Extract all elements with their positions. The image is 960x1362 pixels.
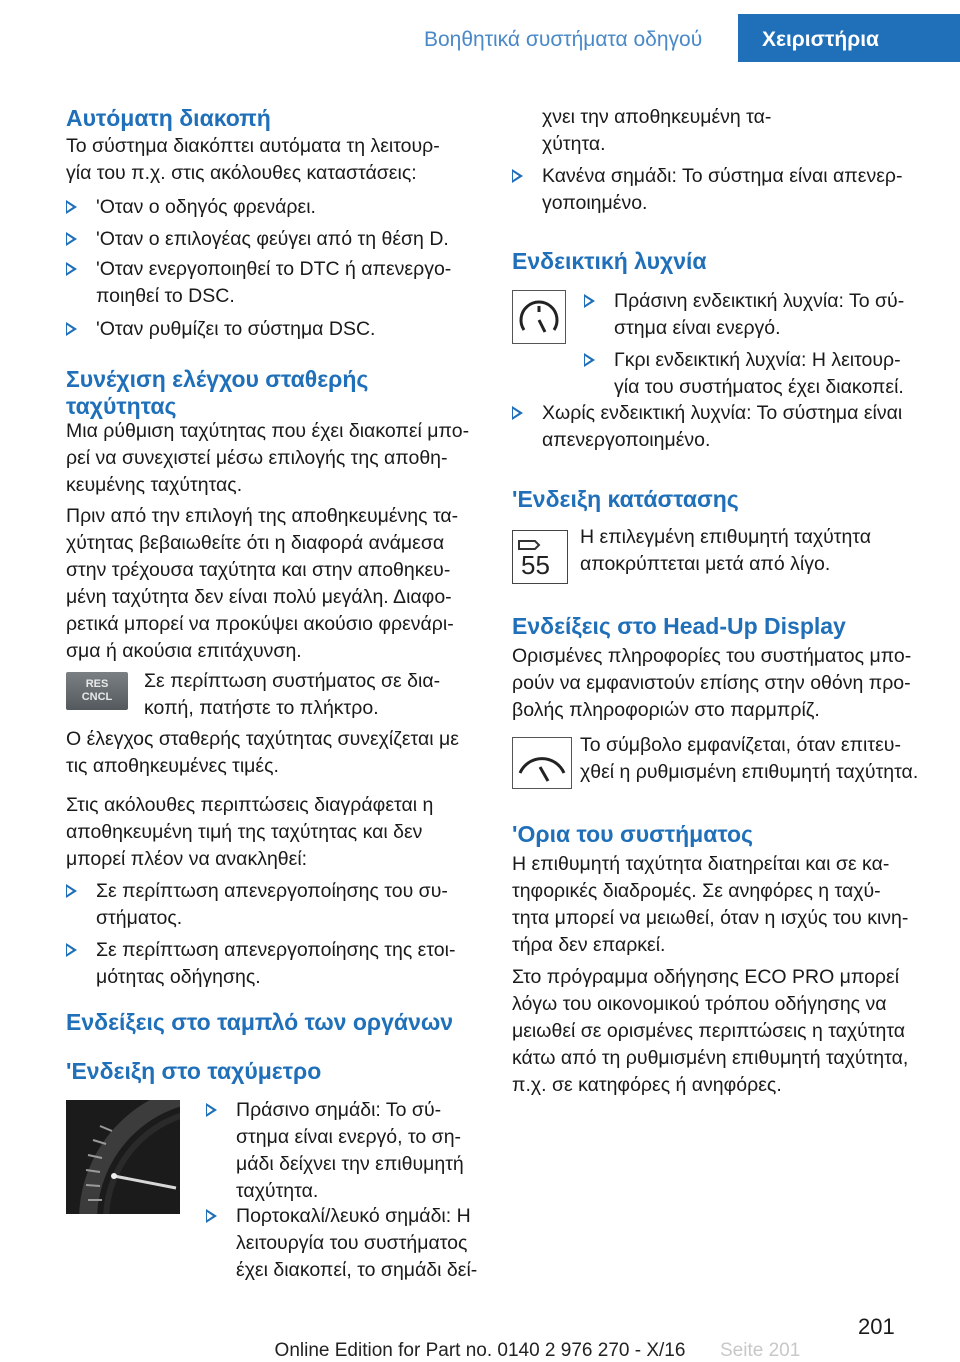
bullet-triangle-icon — [66, 322, 77, 336]
bullet-triangle-icon — [66, 884, 77, 898]
bullet-triangle-icon — [66, 943, 77, 957]
set-speed-value: 55 — [521, 550, 550, 580]
cruise-control-lamp-icon — [512, 290, 566, 344]
auto-stop-line: γία του π.χ. στις ακόλουθες καταστάσεις: — [66, 162, 417, 184]
bullet-triangle-icon — [584, 294, 595, 308]
limits-heading: 'Ορια του συστήματος — [512, 821, 753, 847]
watermark: Seite 201 — [720, 1340, 801, 1361]
auto-stop-line: Το σύστημα διακόπτει αυτόματα τη λειτουρ- — [66, 135, 440, 157]
bullet-triangle-icon — [66, 262, 77, 276]
header-section-title: Βοηθητικά συστήματα οδηγού — [424, 28, 703, 51]
edition-line: Online Edition for Part no. 0140 2 976 270 - X/16 — [274, 1340, 686, 1361]
auto-stop-heading: Αυτόματη διακοπή — [66, 105, 271, 131]
res-cncl-button-icon: RES CNCL — [66, 672, 128, 710]
bullet-triangle-icon — [66, 200, 77, 214]
bullet-triangle-icon — [206, 1209, 217, 1223]
page-header — [0, 0, 960, 62]
speedometer-needle-image — [66, 1100, 180, 1214]
header-chapter-tab — [738, 14, 960, 62]
page-number: 201 — [858, 1314, 895, 1339]
hud-heading: Ενδείξεις στο Head-Up Display — [512, 613, 846, 639]
set-speed-status-icon — [512, 530, 568, 584]
speedo-heading: 'Ενδειξη στο ταχύμετρο — [66, 1058, 322, 1084]
bullet-triangle-icon — [512, 169, 523, 183]
cluster-heading: Ενδείξεις στο ταμπλό των οργάνων — [66, 1009, 454, 1035]
bullet-triangle-icon — [512, 406, 523, 420]
status-heading: 'Ενδειξη κατάστασης — [512, 486, 739, 512]
bullet-triangle-icon — [206, 1103, 217, 1117]
continue-heading: ταχύτητας — [66, 393, 177, 419]
lamp-heading: Ενδεικτική λυχνία — [512, 248, 707, 274]
header-chapter-label: Χειριστήρια — [762, 28, 879, 51]
bullet-triangle-icon — [66, 232, 77, 246]
bullet-triangle-icon — [584, 353, 595, 367]
continue-heading: Συνέχιση ελέγχου σταθερής — [66, 366, 369, 392]
hud-speed-reached-icon — [512, 737, 572, 789]
